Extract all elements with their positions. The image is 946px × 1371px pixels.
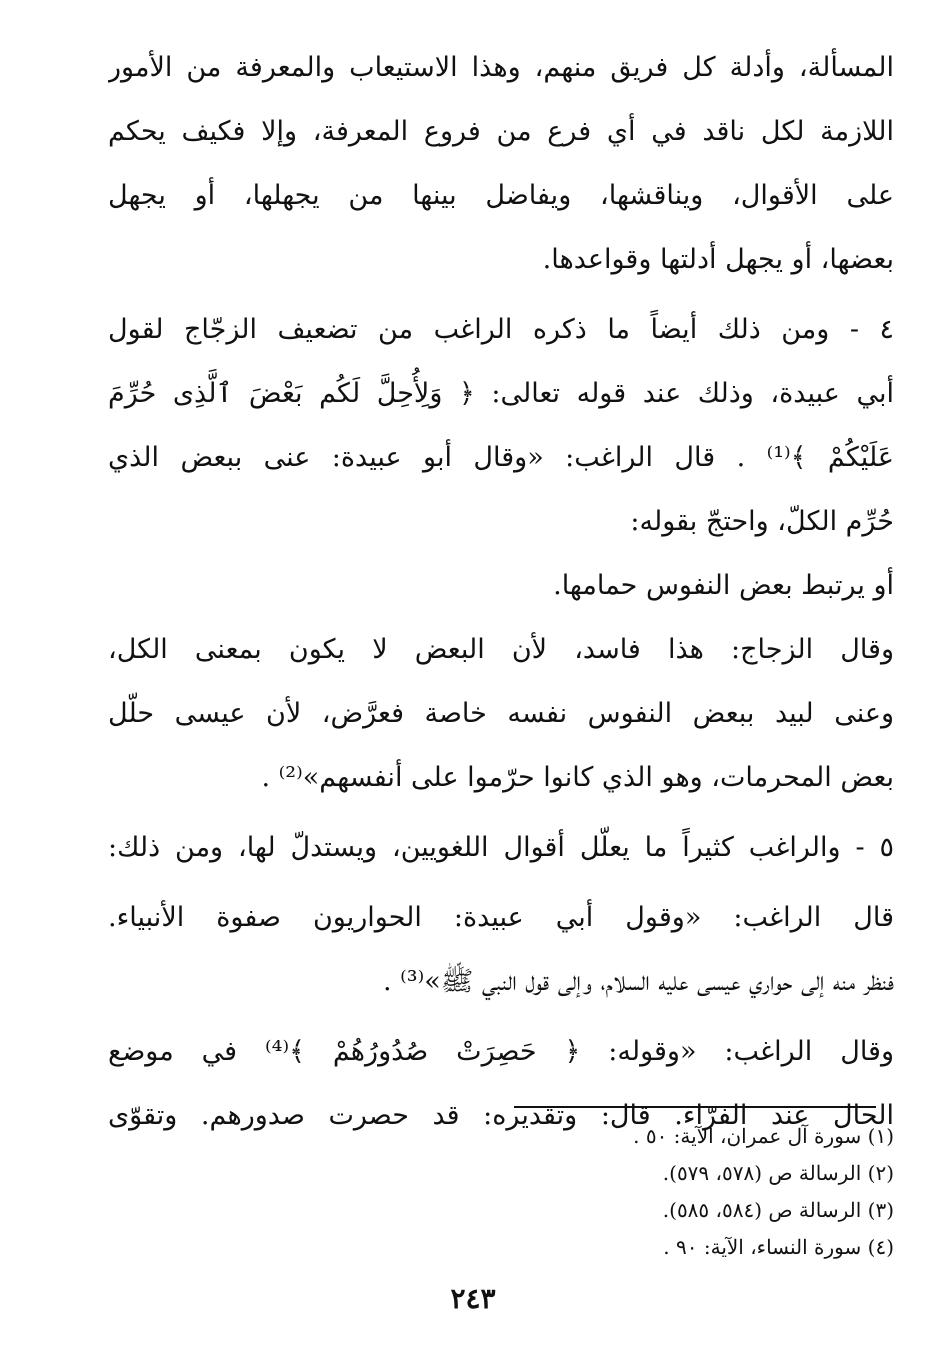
text-line: المسألة، وأدلة كل فريق منهم، وهذا الاستيعاب والمعرفة من الأمور <box>108 52 894 83</box>
text-line: عَلَيْكُمْ ﴾⁽¹⁾ . قال الراغب: «وقال أبو عبيدة: عنى ببعض الذي <box>108 442 894 473</box>
page-number: ٢٤٣ <box>450 1282 496 1315</box>
text-line: أبي عبيدة، وذلك عند قوله تعالى: ﴿ وَلِأُحِلَّ لَكُم بَعْضَ ٱلَّذِى حُرِّمَ <box>108 378 894 409</box>
text-line: بعض المحرمات، وهو الذي كانوا حرّموا على أنفسهم»⁽²⁾ . <box>261 762 894 793</box>
text-line: فنظر منه إلى حواري عيسى عليه السلام، وإلى قول النبي ﷺ»⁽³⁾ . <box>382 966 894 997</box>
verse-line: أو يرتبط بعض النفوس حمامها. <box>553 570 894 601</box>
footnote: (٣) الرسالة ص (٥٨٤، ٥٨٥). <box>662 1198 894 1222</box>
text-line: حُرِّم الكلّ، واحتجّ بقوله: <box>630 506 894 537</box>
footnote: (٢) الرسالة ص (٥٧٨، ٥٧٩). <box>662 1161 894 1185</box>
footnote-divider <box>514 1106 876 1108</box>
text-line: ٥ - والراغب كثيراً ما يعلّل أقوال اللغويين، ويستدلّ لها، ومن ذلك: <box>108 832 894 863</box>
text-line: على الأقوال، ويناقشها، ويفاضل بينها من يجهلها، أو يجهل <box>108 180 894 211</box>
body-text <box>108 36 894 1148</box>
text-line: قال الراغب: «وقول أبي عبيدة: الحواريون صفوة الأنبياء. <box>108 902 894 933</box>
text-line: الحال عند الفرّاء. قال: وتقديره: قد حصرت صدورهم. وتقوّى <box>108 1100 894 1131</box>
text-line: اللازمة لكل ناقد في أي فرع من فروع المعرفة، وإلا فكيف يحكم <box>108 116 894 147</box>
text-line: ٤ - ومن ذلك أيضاً ما ذكره الراغب من تضعيف الزجّاج لقول <box>108 314 894 345</box>
text-line: وعنى لبيد ببعض النفوس نفسه خاصة فعرَّض، لأن عيسى حلّل <box>108 698 894 729</box>
text-line: بعضها، أو يجهل أدلتها وقواعدها. <box>542 244 894 275</box>
footnotes <box>430 1118 894 1266</box>
text-line: وقال الزجاج: هذا فاسد، لأن البعض لا يكون بمعنى الكل، <box>108 634 894 665</box>
text-line: وقال الراغب: «وقوله: ﴿ حَصِرَتْ صُدُورُهُمْ ﴾⁽⁴⁾ في موضع <box>108 1036 894 1067</box>
footnote: (١) سورة آل عمران، الآية: ٥٠ . <box>633 1124 894 1148</box>
footnote: (٤) سورة النساء، الآية: ٩٠ . <box>663 1235 894 1259</box>
